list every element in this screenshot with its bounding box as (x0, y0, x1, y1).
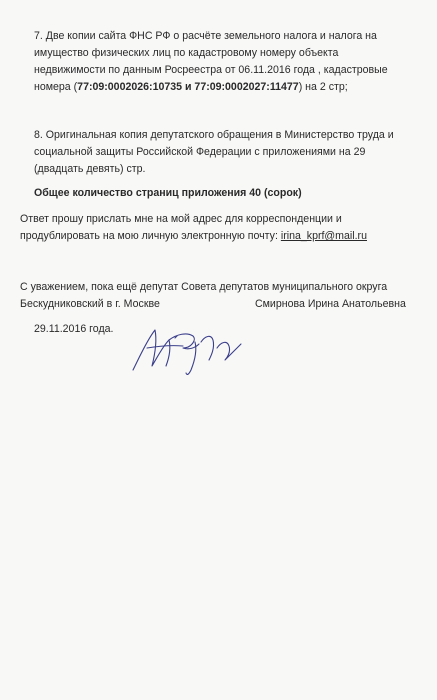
item7-line3: недвижимости по данным Росреестра от 06.11.2016 года , кадастровые (34, 64, 388, 76)
item8-line3: (двадцать девять) стр. (34, 163, 146, 175)
handwritten-signature (125, 318, 245, 380)
request-line2 (20, 228, 367, 245)
total-pages-heading: Общее количество страниц приложения 40 (сорок) (34, 187, 302, 199)
item7-line1: 7. Две копии сайта ФНС РФ о расчёте земельного налога и налога на (34, 30, 377, 42)
item7-line4 (34, 79, 348, 96)
signature-date: 29.11.2016 года. (34, 323, 114, 335)
cadastral-prefix: номера ( (34, 81, 78, 93)
request-line2-text: продублировать на мою личную электронную почту: (20, 230, 278, 242)
cadastral-suffix: ) на 2 стр; (298, 81, 348, 93)
item7-line2: имущество физических лиц по кадастровому номеру объекта (34, 47, 339, 59)
request-line1: Ответ прошу прислать мне на мой адрес для корреспонденции и (20, 213, 342, 225)
item8-line1: 8. Оригинальная копия депутатского обращения в Министерство труда и (34, 129, 394, 141)
cadastral-numbers: 77:09:0002026:10735 и 77:09:0002027:11477 (77, 81, 299, 93)
closing-line1: С уважением, пока ещё депутат Совета депутатов муниципального округа (20, 281, 388, 293)
signer-name: Смирнова Ирина Анатольевна (255, 298, 406, 310)
closing-line2: Бескудниковский в г. Москве (20, 298, 160, 310)
email-link[interactable]: irina_kprf@mail.ru (280, 230, 367, 242)
item8-line2: социальной защиты Российской Федерации с приложениями на 29 (34, 146, 366, 158)
